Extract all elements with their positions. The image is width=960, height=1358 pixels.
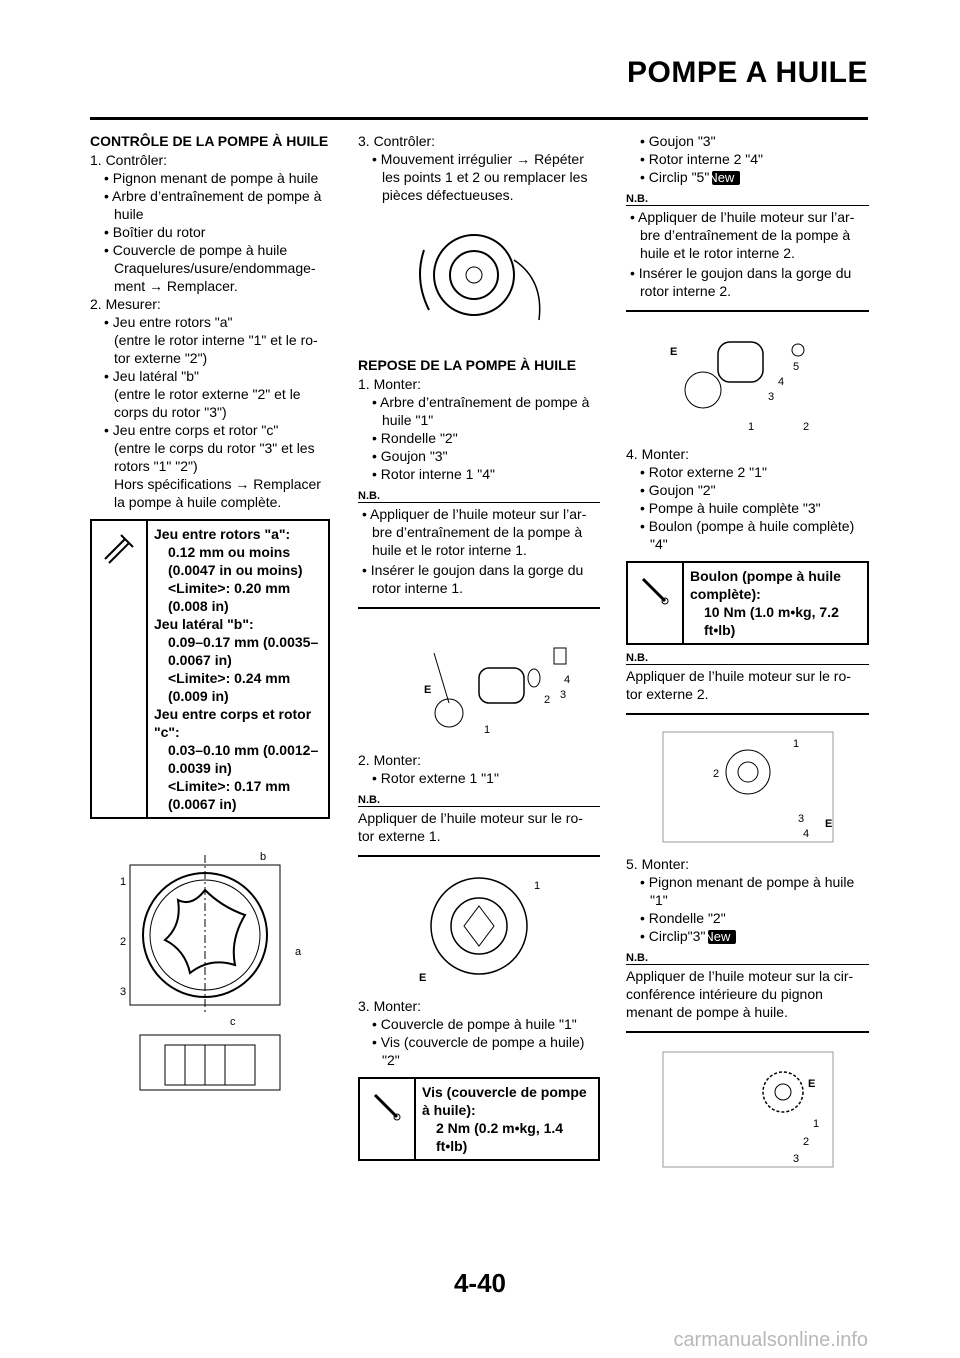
bullet-item: • Circlip "5"New <box>626 168 869 186</box>
svg-text:3: 3 <box>767 391 774 403</box>
step-3: 3. Monter: <box>358 998 422 1014</box>
watermark: carmanualsonline.info <box>673 1329 868 1351</box>
step-3: 3. Contrôler: <box>358 133 436 149</box>
bullet-item: • Goujon "2" <box>640 482 716 498</box>
svg-text:2: 2 <box>802 1136 809 1148</box>
nb-end-rule <box>358 607 600 609</box>
header-rule <box>90 117 868 120</box>
bullet-item: • Goujon "3" <box>640 133 716 149</box>
svg-text:2: 2 <box>544 694 551 706</box>
spec-text: Jeu entre rotors "a": 0.12 mm ou moins (0.0047 in ou moins) <Limite>: 0.20 mm (0.008 in) Jeu latéral "b": 0.09–0.17 mm (0.0035– 0.0067 in) <Limite>: 0.24 mm (0.009 in) Jeu entre corps et rotor "c": 0.03–0.10 mm (0.0012– 0.0039 in) <Limite>: 0.17 mm (0.0067 in) <box>154 526 319 812</box>
bullet-item: • Jeu entre corps et rotor "c" <box>104 422 279 438</box>
svg-text:3: 3 <box>792 1153 799 1165</box>
svg-text:2: 2 <box>802 421 809 433</box>
bullet-item: • Rotor externe 1 "1" <box>372 770 499 786</box>
step-4: 4. Monter: <box>626 446 690 462</box>
bullet-item: • Pignon menant de pompe à huile <box>104 170 319 186</box>
nb-text: Appliquer de l’huile moteur sur le ro- tor externe 2. <box>626 668 851 702</box>
nb-header: N.B. <box>626 651 869 665</box>
svg-text:1: 1 <box>534 880 541 892</box>
svg-text:4: 4 <box>777 376 784 388</box>
svg-text:2: 2 <box>120 936 127 948</box>
result-text: Hors spécifications → Remplacer la pompe à huile complète. <box>114 476 321 510</box>
sub-text: (entre le corps du rotor "3" et les rotors "1" "2") <box>114 440 315 474</box>
page-number: 4-40 <box>453 1268 507 1298</box>
bullet-item: • Couvercle de pompe à huile <box>104 242 288 258</box>
svg-text:3: 3 <box>120 986 127 998</box>
bullet-item: • Pompe à huile complète "3" <box>640 500 821 516</box>
nb-end-rule <box>358 855 600 857</box>
nb-item: • Insérer le goujon dans la gorge du rotor interne 1. <box>362 562 584 596</box>
bullet-item: • Boulon (pompe à huile complète) "4" <box>640 518 855 552</box>
bullet-item: • Jeu latéral "b" <box>104 368 200 384</box>
result-text: Craquelures/usure/endommage- ment → Remplacer. <box>114 260 316 294</box>
bullet-item: • Goujon "3" <box>372 448 448 464</box>
nb-header: N.B. <box>358 793 600 807</box>
step-2: 2. Monter: <box>358 752 422 768</box>
svg-text:1: 1 <box>747 421 754 433</box>
bullet-item: • Circlip"3"New <box>626 927 869 945</box>
torque-wrench-icon <box>360 1079 416 1159</box>
nb-header: N.B. <box>626 192 869 206</box>
bullet-item: • Rotor interne 1 "4" <box>372 466 496 482</box>
rotor-clearance-diagram <box>110 845 310 1105</box>
svg-text:1: 1 <box>484 724 491 736</box>
page-title: POMPE A HUILE <box>627 56 868 89</box>
spec-box-clearances <box>90 519 330 819</box>
nb-end-rule <box>626 1031 869 1033</box>
nb-item: • Appliquer de l’huile moteur sur l’ar- bre d’entraînement de la pompe à huile et le rotor interne 1. <box>362 506 587 558</box>
bullet-item: • Pignon menant de pompe à huile "1" <box>640 874 855 908</box>
svg-text:c: c <box>230 1016 236 1028</box>
bullet-item: • Rotor interne 2 "4" <box>640 151 764 167</box>
nb-item: • Insérer le goujon dans la gorge du rotor interne 2. <box>630 265 852 299</box>
bullet-item: • Boîtier du rotor <box>104 224 206 240</box>
sub-text: (entre le rotor externe "2" et le corps du rotor "3") <box>114 386 301 420</box>
oil-pump-installation-photo <box>653 727 843 847</box>
svg-text:4: 4 <box>564 674 571 686</box>
column-1 <box>90 132 330 1105</box>
drive-gear-installation-photo <box>653 1047 843 1172</box>
svg-text:2: 2 <box>712 768 719 780</box>
bullet-item: • Arbre d’entraînement de pompe à huile "1" <box>372 394 590 428</box>
section-heading-check: CONTRÔLE DE LA POMPE À HUILE <box>90 133 329 149</box>
bullet-item: • Couvercle de pompe à huile "1" <box>372 1016 577 1032</box>
svg-text:b: b <box>260 851 267 863</box>
column-3 <box>626 132 869 1172</box>
new-part-badge: New <box>712 171 740 185</box>
bullet-item: • Rotor externe 2 "1" <box>640 464 767 480</box>
bullet-item: • Rondelle "2" <box>640 910 726 926</box>
svg-text:4: 4 <box>802 828 809 840</box>
svg-text:5: 5 <box>792 361 799 373</box>
rotor-rotation-illustration <box>394 210 564 350</box>
bullet-item: • Jeu entre rotors "a" <box>104 314 233 330</box>
step-5: 5. Monter: <box>626 856 690 872</box>
nb-header: N.B. <box>358 489 600 503</box>
svg-text:E: E <box>419 972 427 984</box>
svg-text:a: a <box>295 946 302 958</box>
spec-box-torque <box>626 561 869 645</box>
bullet-item: • Rondelle "2" <box>372 430 458 446</box>
feeler-gauge-icon <box>92 521 148 817</box>
svg-text:1: 1 <box>120 876 127 888</box>
spec-text: Vis (couvercle de pompe à huile): 2 Nm (0.2 m•kg, 1.4 ft•lb) <box>422 1084 587 1154</box>
torque-wrench-icon <box>628 563 684 643</box>
nb-end-rule <box>626 713 869 715</box>
svg-text:3: 3 <box>797 813 804 825</box>
bullet-item: • Mouvement irrégulier → Répéter les points 1 et 2 ou remplacer les pièces défectueuses. <box>372 151 588 203</box>
column-2 <box>358 132 600 1161</box>
svg-text:E: E <box>824 818 832 830</box>
bullet-item: • Arbre d’entraînement de pompe à huile <box>104 188 322 222</box>
nb-header: N.B. <box>626 951 869 965</box>
svg-text:E: E <box>807 1078 815 1090</box>
inner-rotor-2-assembly-diagram <box>648 330 848 435</box>
nb-text: Appliquer de l’huile moteur sur le ro- tor externe 1. <box>358 810 583 844</box>
nb-item: • Appliquer de l’huile moteur sur l’ar- bre d’entraînement de la pompe à huile et le rotor interne 2. <box>630 209 855 261</box>
nb-text: Appliquer de l’huile moteur sur la cir- conférence intérieure du pignon menant de pompe à huile. <box>626 968 854 1020</box>
svg-text:E: E <box>669 346 677 358</box>
spec-box-torque <box>358 1077 600 1161</box>
nb-end-rule <box>626 310 869 312</box>
sub-text: (entre le rotor interne "1" et le ro- tor externe "2") <box>114 332 318 366</box>
section-heading-install: REPOSE DE LA POMPE À HUILE <box>358 357 577 373</box>
step-1: 1. Contrôler: <box>90 152 168 168</box>
drive-shaft-assembly-diagram <box>384 623 574 743</box>
bullet-item: • Vis (couvercle de pompe a huile) "2" <box>372 1034 585 1068</box>
svg-text:3: 3 <box>560 689 567 701</box>
outer-rotor-1-diagram <box>399 871 559 991</box>
svg-text:E: E <box>424 684 432 696</box>
step-1: 1. Monter: <box>358 376 422 392</box>
svg-text:1: 1 <box>792 738 799 750</box>
new-part-badge: New <box>708 930 736 944</box>
spec-text: Boulon (pompe à huile complète): 10 Nm (1.0 m•kg, 7.2 ft•lb) <box>690 568 841 638</box>
svg-text:1: 1 <box>812 1118 819 1130</box>
step-2: 2. Mesurer: <box>90 296 161 312</box>
